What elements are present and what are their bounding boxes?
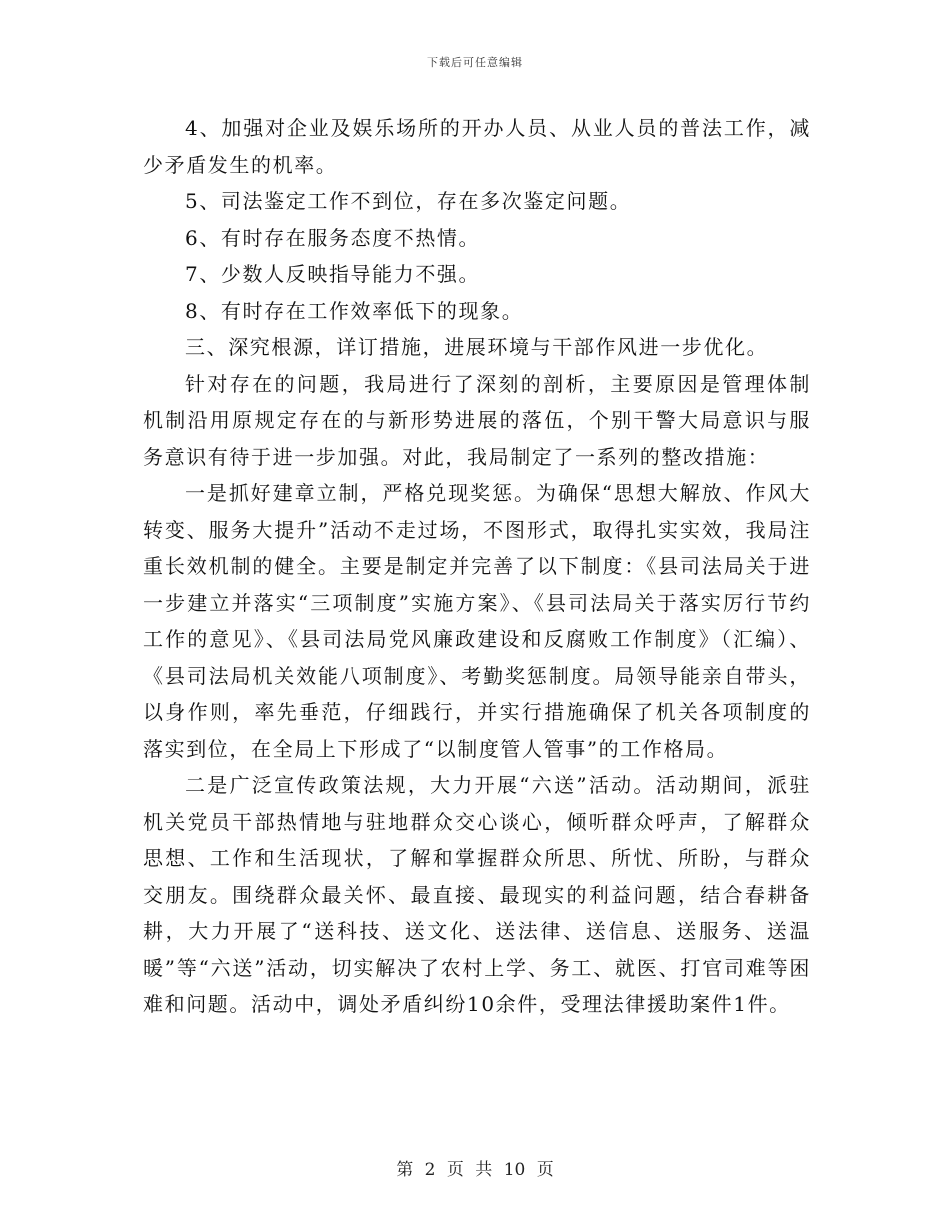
paragraph-item-4: 4、加强对企业及娱乐场所的开办人员、从业人员的普法工作，减少矛盾发生的机率。	[143, 116, 811, 177]
page-footer: 第 2 页 共 10 页	[396, 1160, 554, 1180]
paragraph-measure-1: 一是抓好建章立制，严格兑现奖惩。为确保“思想大解放、作风大转变、服务大提升”活动不走过场，不图形式，取得扎实实效，我局注重长效机制的健全。主要是制定并完善了以下制度：《县司法局关于进一步建立并落实“三项制度”实施方案》、《县司法局关于落实厉行节约工作的意见》、《县司法局党风廉政建设和反腐败工作制度》（汇编）、《县司法局机关效能八项制度》、考勤奖惩制度。局领导能亲自带头，以身作则，率先垂范，仔细践行，并实行措施确保了机关各项制度的落实到位，在全局上下形成了“以制度管人管事”的工作格局。	[143, 481, 811, 761]
paragraph-item-5: 5、司法鉴定工作不到位，存在多次鉴定问题。	[185, 189, 632, 213]
page-header: 下载后可任意编辑	[427, 56, 523, 69]
paragraph-item-8: 8、有时存在工作效率低下的现象。	[185, 298, 524, 323]
section-heading-3: 三、深究根源，详订措施，进展环境与干部作风进一步优化。	[185, 335, 769, 359]
paragraph-item-6: 6、有时存在服务态度不热情。	[185, 225, 481, 250]
paragraph-analysis: 针对存在的问题，我局进行了深刻的剖析，主要原因是管理体制机制沿用原规定存在的与新形势进展的落伍，个别干警大局意识与服务意识有待于进一步加强。对此，我局制定了一系列的整改措施：	[143, 371, 811, 469]
document-body	[143, 110, 811, 1023]
paragraph-item-7: 7、少数人反映指导能力不强。	[185, 262, 481, 286]
paragraph-measure-2: 二是广泛宣传政策法规，大力开展“六送”活动。活动期间，派驻机关党员干部热情地与驻地群众交心谈心，倾听群众呼声，了解群众思想、工作和生活现状，了解和掌握群众所思、所忧、所盼，与群众交朋友。围绕群众最关怀、最直接、最现实的利益问题，结合春耕备耕，大力开展了“送科技、送文化、送法律、送信息、送服务、送温暖”等“六送”活动，切实解决了农村上学、务工、就医、打官司难等困难和问题。活动中，调处矛盾纠纷10余件，受理法律援助案件1件。	[143, 773, 811, 1016]
